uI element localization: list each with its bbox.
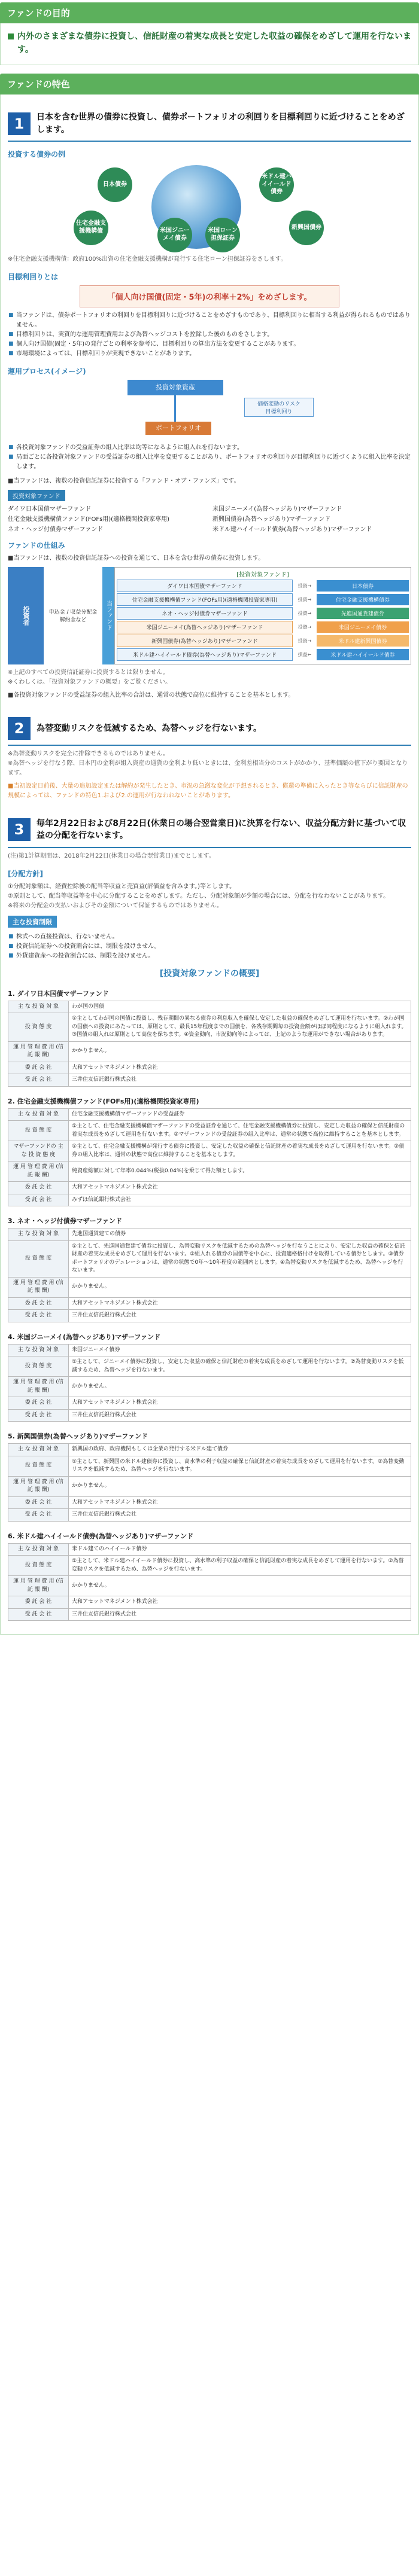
- fund-table: [8, 1001, 411, 1087]
- table-key: 運 用 管 理 費 用 (信 託 報 酬): [8, 1576, 69, 1596]
- goal-subheading: 目標利回りとは: [8, 272, 59, 281]
- point-1: [8, 105, 411, 142]
- scheme-mid: 申込金 / 収益分配金 解約金など: [48, 609, 98, 624]
- table-row: [8, 1297, 411, 1310]
- table-value: かかりません。: [69, 1576, 411, 1596]
- process-subheading: 運用プロセス(イメージ): [8, 367, 86, 376]
- table-value: 三井住友信託銀行株式会社: [69, 1608, 411, 1621]
- limits-item: ■ 外貨建資産への投資割合には、制限を設けません。: [16, 952, 411, 961]
- scheme-row-dst: 米ドル建新興国債券: [317, 635, 409, 647]
- table-row: [8, 1509, 411, 1522]
- table-key: 運 用 管 理 費 用 (信 託 報 酬): [8, 1162, 69, 1182]
- overview-title: [投資対象ファンドの概要]: [159, 968, 260, 978]
- scheme-row: [117, 580, 409, 592]
- fund-block: [8, 1431, 411, 1522]
- process-yield: 目標利回り: [265, 408, 293, 415]
- scheme-row-name: 住宅金融支援機構債ファンド(FOFs用)(適格機関投資家専用): [117, 593, 293, 606]
- table-row: [8, 1409, 411, 1422]
- point-3-number: 3: [8, 818, 31, 841]
- table-value: 大和アセットマネジメント株式会社: [69, 1596, 411, 1609]
- policy-item: ②原則として、配当等収益等を中心に分配することをめざします。ただし、分配対象額が少額の場合には、分配を行なわないことがあります。: [8, 892, 390, 900]
- table-value: 三井住友信託銀行株式会社: [69, 1074, 411, 1087]
- table-value: 米ドル建てのハイイールド債券: [69, 1543, 411, 1556]
- table-row: [8, 1062, 411, 1074]
- table-key: 受 託 会 社: [8, 1608, 69, 1621]
- table-row: [8, 1576, 411, 1596]
- limits-list: [8, 932, 411, 961]
- table-value: 純資産総額に対して年率0.044%(税抜0.04%)を乗じて得た額とします。: [69, 1162, 411, 1182]
- scheme-row: [117, 593, 409, 606]
- targets-globe-diagram: [8, 163, 411, 252]
- table-key: 主 な 投 資 対 象: [8, 1228, 69, 1241]
- table-row: [8, 1074, 411, 1087]
- purpose-text: 内外のさまざまな債券に投資し、信託財産の着実な成長と安定した収益の確保をめざして運用を行ないます。: [8, 31, 411, 56]
- table-row: [8, 1013, 411, 1042]
- fund-block: [8, 1531, 411, 1621]
- scheme-arrow: 投資→: [297, 638, 312, 644]
- table-value: 三井住友信託銀行株式会社: [69, 1310, 411, 1322]
- scheme-arrow: 投資→: [297, 596, 312, 602]
- process-list: [8, 443, 411, 472]
- table-row: [8, 1310, 411, 1322]
- table-value: 大和アセットマネジメント株式会社: [69, 1297, 411, 1310]
- bubble-us-clo: 米国ローン担保証券: [205, 218, 240, 252]
- goal-list: [8, 311, 411, 359]
- table-value: 新興国の政府、政府機関もしくは企業の発行する米ドル建て債券: [69, 1444, 411, 1456]
- fund-list-item: ネオ・ヘッジ付債券マザーファンド: [8, 526, 104, 533]
- bubble-japan-bond: 日本債券: [98, 167, 132, 202]
- table-key: 受 託 会 社: [8, 1310, 69, 1322]
- scheme-row-name: 米国ジニーメイ(為替ヘッジあり)マザーファンド: [117, 621, 293, 633]
- table-key: 受 託 会 社: [8, 1509, 69, 1522]
- policy-item: ①分配対象額は、経費控除後の配当等収益と売買益(評価益を含みます。)等とします。: [8, 883, 236, 890]
- goal-callout: 「個人向け国債(固定・5年)の利率＋2%」をめざします。: [80, 285, 339, 307]
- scheme-row-dst: 米国ジニーメイ債券: [317, 621, 409, 633]
- scheme-arrow: 投資→: [297, 583, 312, 589]
- limits-label: 主な投資制限: [8, 916, 57, 928]
- table-row: [8, 1121, 411, 1141]
- table-value: ①主として、住宅金融支援機構債マザーファンドの受益証券を通じて、住宅金融支援機構債券に投資し、安定した収益の確保と信託財産の着実な成長をめざして運用を行ないます。②マザーファンドの受益証券の組入比率は、通常の状態で高位に維持することを基本とします。: [69, 1121, 411, 1141]
- point-3-text: 毎年2月22日および8月22日(休業日の場合翌営業日)に決算を行ない、収益分配方針に基づいて収益の分配を行ないます。: [37, 818, 406, 841]
- table-value: 大和アセットマネジメント株式会社: [69, 1182, 411, 1194]
- table-key: 受 託 会 社: [8, 1194, 69, 1206]
- process-risk: 価格変動のリスク: [257, 401, 300, 407]
- table-key: 主 な 投 資 対 象: [8, 1108, 69, 1121]
- table-row: [8, 1001, 411, 1013]
- table-key: 委 託 会 社: [8, 1297, 69, 1310]
- table-row: [8, 1277, 411, 1297]
- fund-list-item: ダイワ日本国債マザーファンド: [8, 505, 92, 513]
- table-key: 投 資 態 度: [8, 1240, 69, 1277]
- goal-item: ■ 目標利回りは、実質的な運用管理費用および為替ヘッジコストを控除した後のものをさします。: [16, 330, 411, 340]
- table-row: [8, 1556, 411, 1576]
- page: [0, 2, 419, 1637]
- scheme-note: ■当ファンドは、複数の投資信託証券への投資を通じて、日本を含む世界の債券に投資します。: [8, 554, 265, 562]
- fund-list-item: 米ドル建ハイイールド債券(為替ヘッジあり)マザーファンド: [212, 526, 372, 533]
- bottom-rule: [0, 1635, 419, 1637]
- p2-item: ※為替変動リスクを完全に排除できるものではありません。: [8, 750, 169, 757]
- table-value: 大和アセットマネジメント株式会社: [69, 1062, 411, 1074]
- scheme-row-name: 新興国債券(為替ヘッジあり)マザーファンド: [117, 635, 293, 647]
- table-row: [8, 1476, 411, 1496]
- table-value: ①主としてわが国の国債に投資し、残存期間の異なる債券の利息収入を確保し安定した収益の確保をめざして運用を行ないます。②わが国の国債への投資にあたっては、原則として、最長15年程度までの国債を、各残存期間毎の投資金額がほぼ同程度になるように組入れます。③国債の組入れは原則として高位を保ちます。④資金動向、市況動向等によっては、上記のような運用ができない場合があります。: [69, 1013, 411, 1042]
- scheme-row: [117, 621, 409, 633]
- table-row: [8, 1608, 411, 1621]
- table-value: かかりません。: [69, 1041, 411, 1062]
- p2-item: ※為替ヘッジを行なう際、日本円の金利が組入資産の通貨の金利より低いときには、金利差相当分のコストがかかり、基準価額の値下がり要因となります。: [8, 760, 408, 776]
- features-box: [0, 94, 419, 1635]
- bubble-emerging-bond: 新興国債券: [289, 211, 324, 245]
- p3-first: (注)第1計算期間は、2018年2月22日(休業日の場合翌営業日)までとします。: [8, 852, 215, 859]
- table-row: [8, 1041, 411, 1062]
- table-key: 主 な 投 資 対 象: [8, 1001, 69, 1013]
- fund-list-label: 投資対象ファンド: [8, 490, 65, 501]
- goal-item: ■ 市場環境によっては、目標利回りが実現できないことがあります。: [16, 349, 411, 359]
- table-key: 受 託 会 社: [8, 1409, 69, 1422]
- fund-list: [8, 504, 411, 533]
- scheme-foot: ※くわしくは、「投資対象ファンドの概要」をご覧ください。: [8, 678, 172, 685]
- purpose-section: [0, 2, 419, 65]
- scheme-row-name: ネオ・ヘッジ付債券マザーファンド: [117, 607, 293, 620]
- fund-table: [8, 1543, 411, 1621]
- fund-title: 4. 米国ジニーメイ(為替ヘッジあり)マザーファンド: [8, 1333, 161, 1341]
- purpose-header: ファンドの目的: [0, 2, 419, 23]
- table-key: 委 託 会 社: [8, 1062, 69, 1074]
- table-value: ①主として、新興国の米ドル建債券に投資し、高水準の利子収益の確保と信託財産の着実な成長をめざして運用を行ないます。②為替変動リスクを低減するため、為替ヘッジを行ないます。: [69, 1456, 411, 1476]
- targets-note: ※住宅金融支援機構債：政府100%出資の住宅金融支援機構が発行する住宅ローン担保証券をさします。: [8, 255, 287, 263]
- point-1-number: 1: [8, 112, 31, 135]
- table-key: 委 託 会 社: [8, 1496, 69, 1509]
- fund-title: 1. ダイワ日本国債マザーファンド: [8, 989, 109, 998]
- fund-list-item: 住宅金融支援機構債ファンド(FOFs用)(適格機関投資家専用): [8, 516, 169, 523]
- fund-title: 6. 米ドル建ハイイールド債券(為替ヘッジあり)マザーファンド: [8, 1532, 194, 1540]
- scheme-row-name: 米ドル建ハイイールド債券(為替ヘッジあり)マザーファンド: [117, 648, 293, 661]
- scheme-subheading: ファンドの仕組み: [8, 541, 65, 550]
- p2-note: ■当初設定日前後、大量の追加設定または解約が発生したとき、市況の急激な変化が予想されるとき、償還の準備に入ったとき等ならびに信託財産の規模によっては、ファンドの特色1.および2.の運用が行なわれないことがあります。: [8, 782, 408, 799]
- table-key: 運 用 管 理 費 用 (信 託 報 酬): [8, 1041, 69, 1062]
- scheme-arrow: 投資→: [297, 624, 312, 630]
- goal-item: ■ 当ファンドは、債券ポートフォリオの利回りを目標利回りに近づけることをめざすものであり、目標利回りに相当する利益が得られるものではありません。: [16, 311, 411, 330]
- process-universe: 投資対象資産: [127, 380, 223, 395]
- fund-block: [8, 1216, 411, 1322]
- scheme-bottom: ■各投資対象ファンドの受益証券の組入比率の合計は、通常の状態で高位に維持することを基本とします。: [8, 691, 294, 699]
- bubble-us-high-yield: 米ドル建ハイイールド債券: [259, 167, 294, 202]
- table-key: 委 託 会 社: [8, 1182, 69, 1194]
- limits-item: ■ 株式への直接投資は、行ないません。: [16, 932, 411, 942]
- process-portfolio: ポートフォリオ: [145, 422, 211, 435]
- table-row: [8, 1543, 411, 1556]
- fund-title: 5. 新興国債券(為替ヘッジあり)マザーファンド: [8, 1432, 148, 1441]
- table-value: 大和アセットマネジメント株式会社: [69, 1496, 411, 1509]
- purpose-box: [0, 23, 419, 65]
- table-key: 投 資 態 度: [8, 1556, 69, 1576]
- process-item: ■ 局面ごとに各投資対象ファンドの受益証券の組入比率を変更することがあり、ポートフォリオの利回りが目標利回りに近づくように組入比率を決定します。: [16, 453, 411, 472]
- policy-note: ※将来の分配金の支払いおよびその金額について保証するものではありません。: [8, 902, 223, 909]
- table-key: 委 託 会 社: [8, 1397, 69, 1410]
- table-row: [8, 1356, 411, 1377]
- table-value: 米国ジニーメイ債券: [69, 1344, 411, 1356]
- table-key: 運 用 管 理 費 用 (信 託 報 酬): [8, 1476, 69, 1496]
- table-value: ①主として、米ドル建ハイイールド債券に投資し、高水準の利子収益の確保と信託財産の着実な成長をめざして運用を行ないます。②為替変動リスクを低減するため、為替ヘッジを行ないます。: [69, 1556, 411, 1576]
- table-value: 大和アセットマネジメント株式会社: [69, 1397, 411, 1410]
- features-section: [0, 74, 419, 1635]
- fund-block: [8, 1096, 411, 1207]
- table-key: 主 な 投 資 対 象: [8, 1344, 69, 1356]
- table-key: 受 託 会 社: [8, 1074, 69, 1087]
- table-value: 三井住友信託銀行株式会社: [69, 1409, 411, 1422]
- bubble-ginnie-mae: 米国ジニーメイ債券: [157, 218, 192, 252]
- fund-table: [8, 1344, 411, 1422]
- goal-item: ■ 個人向け国債(固定・5年)の発行ごとの利率を参考に、目標利回りの算出方法を変更することがあります。: [16, 340, 411, 349]
- table-key: 投 資 態 度: [8, 1356, 69, 1377]
- table-row: [8, 1397, 411, 1410]
- table-row: [8, 1456, 411, 1476]
- scheme-target-head: [投資対象ファンド]: [236, 571, 289, 578]
- table-row: [8, 1444, 411, 1456]
- table-row: [8, 1596, 411, 1609]
- table-value: 三井住友信託銀行株式会社: [69, 1509, 411, 1522]
- point-2: [8, 711, 411, 746]
- table-key: 委 託 会 社: [8, 1596, 69, 1609]
- table-row: [8, 1377, 411, 1397]
- table-row: [8, 1141, 411, 1162]
- table-key: 投 資 態 度: [8, 1121, 69, 1141]
- fund-table: [8, 1443, 411, 1522]
- point-1-text: 日本を含む世界の債券に投資し、債券ポートフォリオの利回りを目標利回りに近づけることをめざします。: [37, 112, 405, 135]
- fund-table: [8, 1108, 411, 1207]
- overview-tables: [8, 989, 411, 1621]
- scheme-targets: [114, 567, 411, 664]
- table-key: 主 な 投 資 対 象: [8, 1444, 69, 1456]
- table-key: 主 な 投 資 対 象: [8, 1543, 69, 1556]
- process-item: ■ 各投資対象ファンドの受益証券の組入比率は均等になるように組入れを行ないます。: [16, 443, 411, 453]
- scheme-foot: ※上記のすべての投資信託証券に投資するとは限りません。: [8, 669, 169, 676]
- point-3: [8, 812, 411, 848]
- table-value: 住宅金融支援機構債マザーファンドの受益証券: [69, 1108, 411, 1121]
- fund-table: [8, 1228, 411, 1322]
- fund-title: 3. ネオ・ヘッジ付債券マザーファンド: [8, 1217, 122, 1225]
- limits-item: ■ 投資信託証券への投資割合には、制限を設けません。: [16, 942, 411, 952]
- table-row: [8, 1162, 411, 1182]
- fund-title: 2. 住宅金融支援機構債ファンド(FOFs用)(適格機関投資家専用): [8, 1097, 199, 1105]
- table-value: ①主として、ジニーメイ債券に投資し、安定した収益の確保と信託財産の着実な成長をめざして運用を行ないます。②為替変動リスクを低減するため、為替ヘッジを行ないます。: [69, 1356, 411, 1377]
- scheme-row: [117, 648, 409, 661]
- scheme-fund: 当ファンド: [102, 567, 114, 664]
- table-row: [8, 1108, 411, 1121]
- table-row: [8, 1344, 411, 1356]
- scheme-arrow: 損益←: [297, 651, 312, 657]
- process-criteria: [244, 398, 314, 417]
- table-value: かかりません。: [69, 1277, 411, 1297]
- table-row: [8, 1496, 411, 1509]
- table-value: かかりません。: [69, 1377, 411, 1397]
- table-row: [8, 1182, 411, 1194]
- fund-block: [8, 1332, 411, 1422]
- table-value: ①主として、先進国通貨建て債券に投資し、為替変動リスクを低減するための為替ヘッジを行なうことにより、安定した収益の確保と信託財産の着実な成長をめざして運用を行ないます。②組入れる債券の国債等を中心に、投資適格格付けを取得している債券とします。③債券ポートフォリオのデュレーションは、通常の状態で0年〜10年程度の範囲内とします。④為替変動リスクを低減するため、為替ヘッジを行ないます。: [69, 1240, 411, 1277]
- process-diagram: [8, 380, 411, 440]
- table-value: わが国の国債: [69, 1001, 411, 1013]
- policy-label: [分配方針]: [8, 869, 43, 878]
- bubble-jhf-bond: 住宅金融支援機構債: [74, 211, 108, 245]
- process-arrow: [174, 395, 176, 422]
- fund-list-item: 米国ジニーメイ(為替ヘッジあり)マザーファンド: [212, 505, 342, 513]
- scheme-arrow: 投資→: [297, 610, 312, 616]
- fund-block: [8, 989, 411, 1087]
- scheme-row-dst: 日本債券: [317, 580, 409, 592]
- scheme-row: [117, 607, 409, 620]
- scheme-row-dst: 米ドル建ハイイールド債券: [317, 649, 409, 660]
- table-key: 投 資 態 度: [8, 1456, 69, 1476]
- point-2-number: 2: [8, 717, 31, 740]
- table-row: [8, 1228, 411, 1241]
- features-header: ファンドの特色: [0, 74, 419, 94]
- table-value: ①主として、住宅金融支援機構が発行する債券に投資し、安定した収益の確保と信託財産の着実な成長をめざして運用を行ないます。②債券の組入比率は、通常の状態で高位に維持することを基本とします。: [69, 1141, 411, 1162]
- scheme-row: [117, 635, 409, 647]
- fund-list-item: 新興国債券(為替ヘッジあり)マザーファンド: [212, 516, 331, 523]
- table-key: 投 資 態 度: [8, 1013, 69, 1042]
- scheme-investor: 投資者: [8, 567, 44, 664]
- table-key: 運 用 管 理 費 用 (信 託 報 酬): [8, 1277, 69, 1297]
- scheme-row-dst: 住宅金融支援機構債券: [317, 594, 409, 605]
- targets-subheading: 投資する債券の例: [8, 150, 66, 158]
- table-value: みずほ信託銀行株式会社: [69, 1194, 411, 1206]
- scheme-row-name: ダイワ日本国債マザーファンド: [117, 580, 293, 592]
- scheme-row-dst: 先進国通貨建債券: [317, 608, 409, 619]
- table-row: [8, 1240, 411, 1277]
- table-key: 運 用 管 理 費 用 (信 託 報 酬): [8, 1377, 69, 1397]
- fof-note: ■当ファンドは、複数の投資信託証券に投資する「ファンド・オブ・ファンズ」です。: [8, 477, 240, 484]
- table-value: かかりません。: [69, 1476, 411, 1496]
- table-row: [8, 1194, 411, 1206]
- point-2-text: 為替変動リスクを低減するため、為替ヘッジを行ないます。: [37, 723, 262, 733]
- table-key: マザーファンドの 主 な 投 資 態 度: [8, 1141, 69, 1162]
- table-value: 先進国通貨建ての債券: [69, 1228, 411, 1241]
- scheme-diagram: [8, 567, 411, 664]
